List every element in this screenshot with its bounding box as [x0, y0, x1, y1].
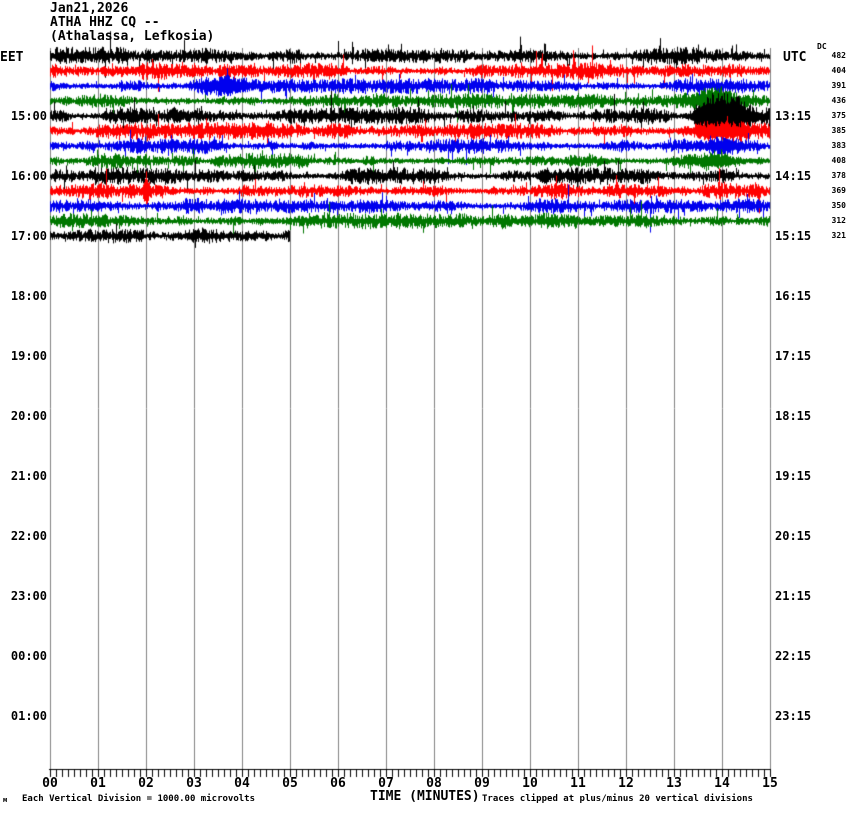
- right-hour-label: 16:15: [775, 289, 812, 303]
- dc-value: 383: [831, 141, 846, 150]
- header-location: (Athalassa, Lefkosia): [50, 29, 215, 44]
- dc-value: 321: [831, 231, 846, 240]
- corner-mark: м: [3, 796, 8, 804]
- header-station: ATHA HHZ CQ --: [50, 15, 160, 30]
- dc-value: 391: [831, 81, 846, 90]
- right-hour-label: 20:15: [775, 529, 812, 543]
- minute-label: 07: [378, 776, 394, 791]
- right-hour-label: 19:15: [775, 469, 812, 483]
- left-hour-label: 19:00: [10, 349, 47, 363]
- minute-label: 12: [618, 776, 634, 791]
- dc-value: 482: [831, 51, 846, 60]
- minute-label: 09: [474, 776, 490, 791]
- right-hour-label: 15:15: [775, 229, 812, 243]
- vertical-division-note: Each Vertical Division = 1000.00 microvolts: [22, 794, 255, 804]
- left-hour-label: 01:00: [10, 709, 47, 723]
- clipping-note: Traces clipped at plus/minus 20 vertical divisions: [482, 794, 753, 804]
- minute-label: 05: [282, 776, 298, 791]
- right-axis-label: UTC: [783, 50, 807, 65]
- left-hour-label: 20:00: [10, 409, 47, 423]
- dc-value: 404: [831, 66, 846, 75]
- minute-label: 02: [138, 776, 154, 791]
- dc-value: 385: [831, 126, 846, 135]
- left-hour-label: 22:00: [10, 529, 47, 543]
- minute-label: 00: [42, 776, 58, 791]
- right-hour-label: 21:15: [775, 589, 812, 603]
- minute-label: 04: [234, 776, 250, 791]
- left-axis-label: EET: [0, 50, 24, 65]
- minute-label: 14: [714, 776, 730, 791]
- dc-value: 408: [831, 156, 846, 165]
- minute-label: 11: [570, 776, 586, 791]
- right-hour-label: 22:15: [775, 649, 812, 663]
- right-hour-label: 14:15: [775, 169, 812, 183]
- minute-label: 03: [186, 776, 202, 791]
- left-hour-label: 21:00: [10, 469, 47, 483]
- right-hour-label: 18:15: [775, 409, 812, 423]
- minute-label: 08: [426, 776, 442, 791]
- header-date: Jan21,2026: [50, 1, 129, 16]
- minute-label: 10: [522, 776, 538, 791]
- right-hour-label: 17:15: [775, 349, 812, 363]
- right-hour-label: 13:15: [775, 109, 812, 123]
- minute-label: 15: [762, 776, 778, 791]
- left-hour-label: 15:00: [10, 109, 47, 123]
- minute-label: 01: [90, 776, 106, 791]
- left-hour-label: 17:00: [10, 229, 47, 243]
- left-hour-label: 16:00: [10, 169, 47, 183]
- dc-value: 378: [831, 171, 846, 180]
- minute-label: 06: [330, 776, 346, 791]
- dc-value: 369: [831, 186, 846, 195]
- dc-value: 375: [831, 111, 846, 120]
- left-hour-label: 18:00: [10, 289, 47, 303]
- dc-value: 436: [831, 96, 846, 105]
- dc-value: 350: [831, 201, 846, 210]
- left-hour-label: 00:00: [10, 649, 47, 663]
- minute-label: 13: [666, 776, 682, 791]
- dc-column-label: DC: [817, 42, 827, 51]
- dc-value: 312: [831, 216, 846, 225]
- x-axis-title: TIME (MINUTES): [370, 789, 480, 804]
- right-hour-label: 23:15: [775, 709, 812, 723]
- left-hour-label: 23:00: [10, 589, 47, 603]
